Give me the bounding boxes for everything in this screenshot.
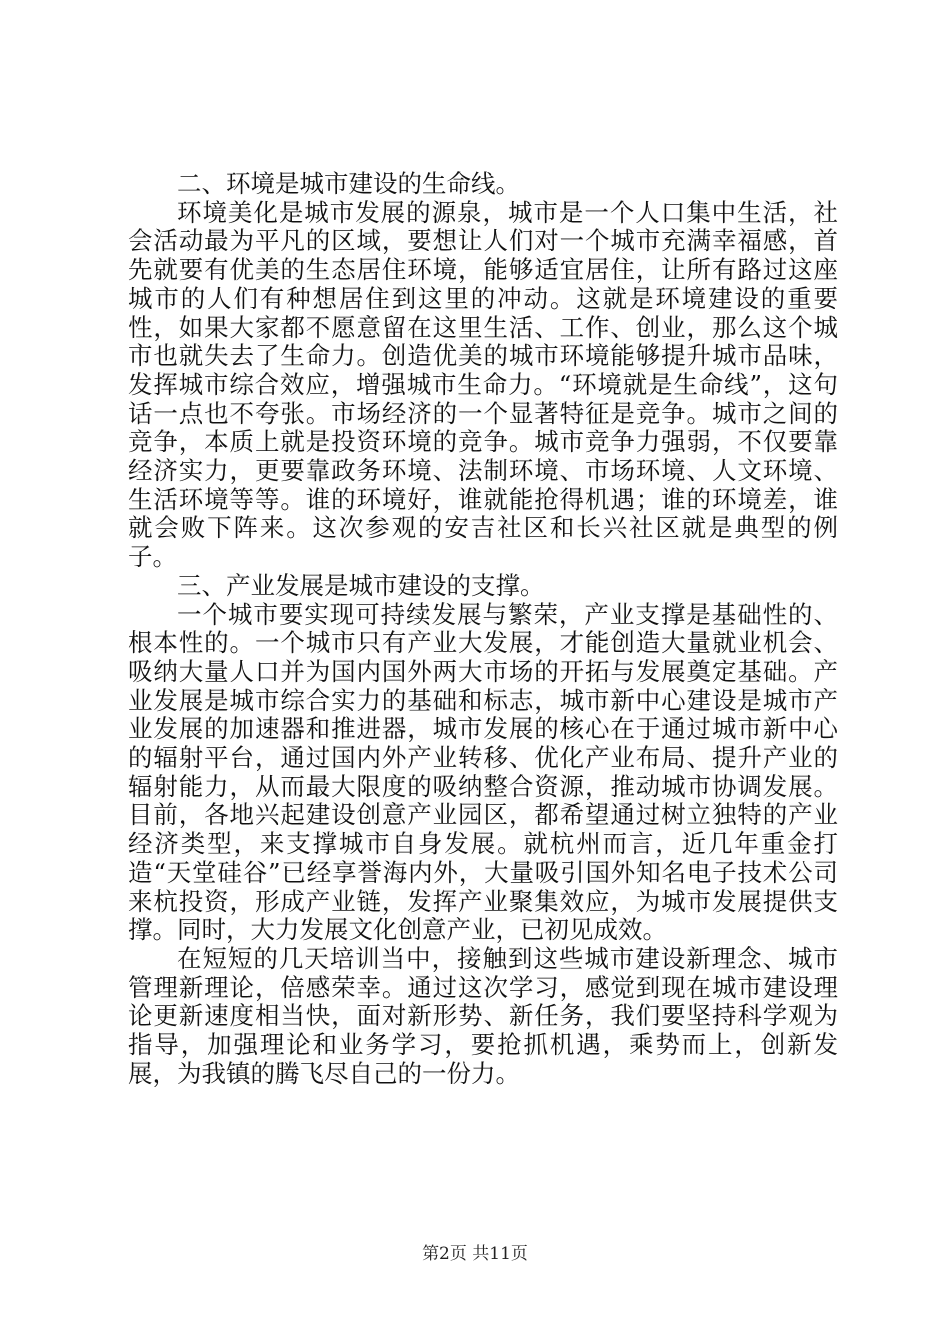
- section-heading-industry: 三、产业发展是城市建设的支撑。: [177, 570, 545, 600]
- paragraph-environment: 环境美化是城市发展的源泉，城市是一个人口集中生活，社会活动最为平凡的区域，要想让人们对一个城市充满幸福感，首先就要有优美的生态居住环境，能够适宜居住，让所有路过这座城市的人们有种想居住到这里的冲动。这就是环境建设的重要性，如果大家都不愿意留在这里生活、工作、创业，那么这个城市也就失去了生命力。创造优美的城市环境能够提升城市品味，发挥城市综合效应，增强城市生命力。“环境就是生命线”，这句话一点也不夸张。市场经济的一个显著特征是竞争。城市之间的竞争，本质上就是投资环境的竞争。城市竞争力强弱，不仅要靠经济实力，更要靠政务环境、法制环境、市场环境、人文环境、生活环境等等。谁的环境好，谁就能抢得机遇；谁的环境差，谁就会败下阵来。这次参观的安吉社区和长兴社区就是典型的例子。: [128, 197, 838, 572]
- paragraph-industry: 一个城市要实现可持续发展与繁荣，产业支撑是基础性的、根本性的。一个城市只有产业大发展，才能创造大量就业机会、吸纳大量人口并为国内国外两大市场的开拓与发展奠定基础。产业发展是城市综合实力的基础和标志，城市新中心建设是城市产业发展的加速器和推进器，城市发展的核心在于通过城市新中心的辐射平台，通过国内外产业转移、优化产业布局、提升产业的辐射能力，从而最大限度的吸纳整合资源，推动城市协调发展。目前，各地兴起建设创意产业园区，都希望通过树立独特的产业经济类型，来支撑城市自身发展。就杭州而言，近几年重金打造“天堂硅谷”已经享誉海内外，大量吸引国外知名电子技术公司来杭投资，形成产业链，发挥产业聚集效应，为城市发展提供支撑。同时，大力发展文化创意产业，已初见成效。: [128, 599, 838, 945]
- page-number-footer: 第2页 共11页: [422, 1244, 528, 1264]
- paragraph-conclusion: 在短短的几天培训当中，接触到这些城市建设新理念、城市管理新理论，倍感荣幸。通过这次学习，感觉到现在城市建设理论更新速度相当快，面对新形势、新任务，我们要坚持科学观为指导，加强理论和业务学习，要抢抓机遇，乘势而上，创新发展，为我镇的腾飞尽自己的一份力。: [128, 943, 838, 1088]
- document-body: [128, 170, 838, 1089]
- section-heading-environment: 二、环境是城市建设的生命线。: [177, 169, 520, 198]
